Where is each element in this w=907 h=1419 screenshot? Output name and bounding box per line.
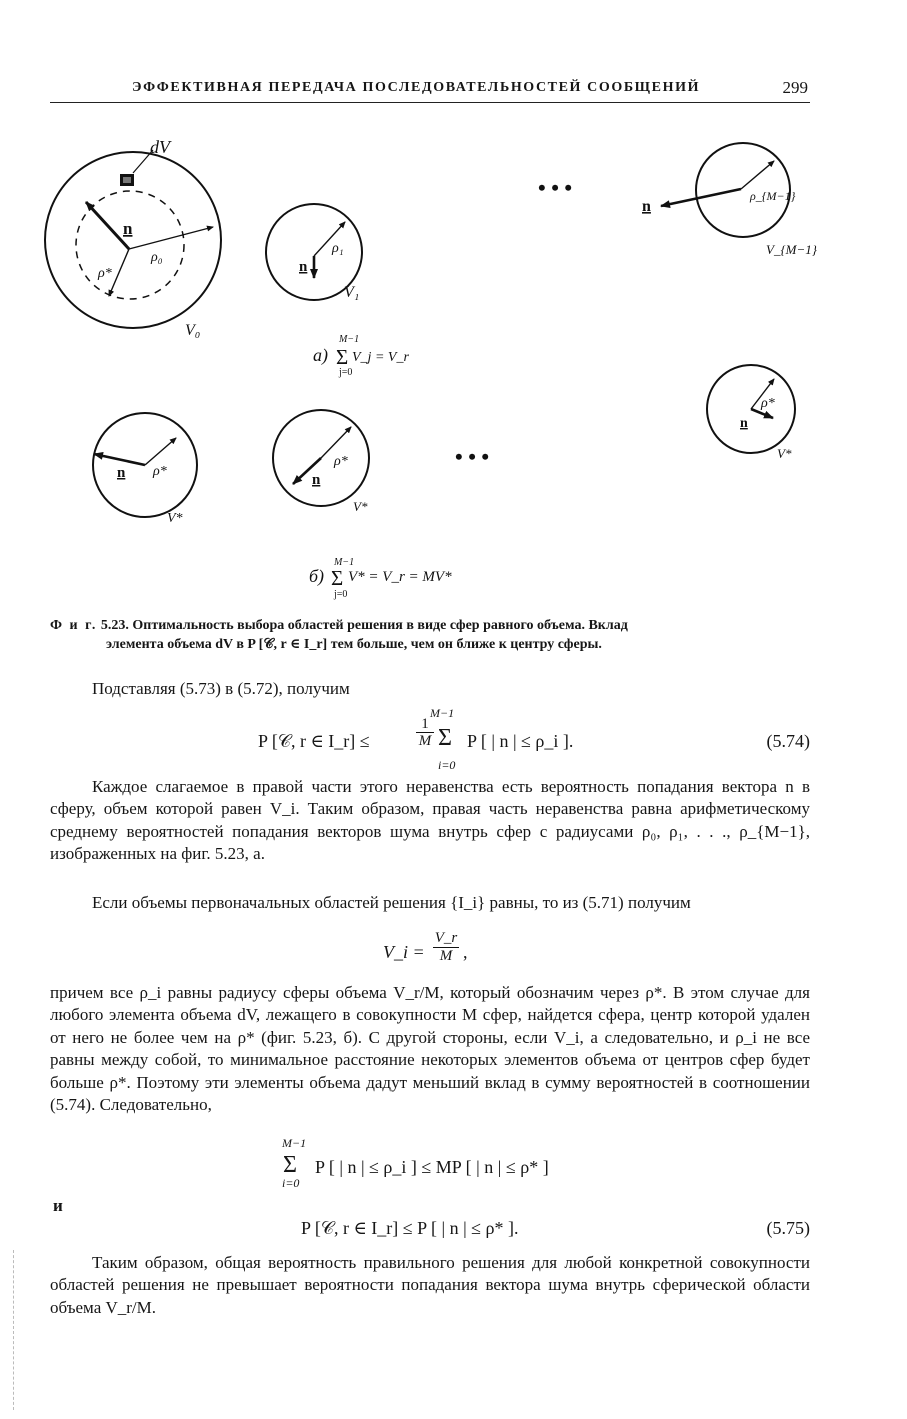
label-n: n bbox=[299, 259, 308, 275]
ellipsis-top: • • • bbox=[538, 175, 573, 200]
sphere-v-m-minus-1 bbox=[642, 143, 818, 257]
label-rho1: ρ₁ bbox=[332, 241, 344, 256]
svg-text:M−1: M−1 bbox=[334, 557, 355, 568]
label-v-star: V* bbox=[167, 511, 183, 526]
label-dv: dV bbox=[150, 137, 170, 157]
label-rho-star: ρ* bbox=[98, 266, 112, 281]
paragraph-3: Если объемы первоначальных областей решения {I_i} равны, то из (5.71) получим bbox=[92, 893, 691, 912]
svg-text:а): а) bbox=[313, 345, 328, 365]
label-n: n bbox=[312, 472, 321, 488]
svg-text:M−1: M−1 bbox=[339, 334, 360, 345]
label-n: n bbox=[642, 198, 651, 215]
label-v-star: V* bbox=[353, 499, 368, 514]
margin-mark bbox=[13, 1250, 14, 1410]
label-rho-star: ρ* bbox=[334, 454, 348, 469]
label-n: n bbox=[123, 219, 133, 238]
label-n: n bbox=[117, 465, 126, 481]
equation-number-5-74: (5.74) bbox=[766, 731, 810, 751]
svg-text:j=0: j=0 bbox=[334, 589, 348, 600]
svg-text:Σ: Σ bbox=[331, 566, 344, 590]
sphere-v1 bbox=[266, 204, 362, 301]
label-v-star: V* bbox=[777, 446, 792, 461]
label-n: n bbox=[740, 416, 748, 431]
svg-text:б): б) bbox=[309, 566, 325, 586]
caption-line-1: 5.23. Оптимальность выбора областей решения в виде сфер равного объема. Вклад bbox=[100, 618, 628, 633]
paragraph-5: Таким образом, общая вероятность правильного решения для любой конкретной совокупности областей решения не превышает вероятности попадания вектора шума внутрь сферической области объема V_r/M. bbox=[50, 1253, 810, 1317]
label-rho-m-1: ρ_{M−1} bbox=[750, 189, 796, 203]
paragraph-2: Каждое слагаемое в правой части этого неравенства есть вероятность попадания вектора n в сферу, объем которой равен V_i. Таким образом, правая часть неравенства равна арифметическому среднему вероятностей попадания векторов шума внутрь сфер с радиусами ρ₀, ρ₁, . . ., ρ_{M−1}, изображенных на фиг. 5.23, а. bbox=[50, 777, 810, 864]
formula-a bbox=[313, 334, 409, 378]
sphere-v-star-left bbox=[93, 413, 197, 526]
page-number: 299 bbox=[782, 78, 808, 97]
paragraph-1: Подставляя (5.73) в (5.72), получим bbox=[92, 679, 350, 698]
label-rho-star: ρ* bbox=[153, 464, 167, 479]
svg-text:V_j = V_r: V_j = V_r bbox=[352, 350, 409, 365]
caption-line-2: элемента объема dV в P [𝒞, r ∈ I_r] тем больше, чем он ближе к центру сферы. bbox=[106, 637, 602, 652]
sphere-v-star-middle bbox=[273, 410, 369, 514]
sphere-v0 bbox=[45, 137, 221, 339]
svg-text:V* = V_r = MV*: V* = V_r = MV* bbox=[348, 569, 452, 585]
label-v-m-1: V_{M−1} bbox=[766, 242, 817, 257]
label-v0: V₀ bbox=[185, 322, 201, 339]
page-header bbox=[50, 80, 810, 103]
equation-number-5-75: (5.75) bbox=[766, 1218, 810, 1238]
svg-text:Σ: Σ bbox=[336, 345, 349, 369]
label-v1: V₁ bbox=[344, 284, 360, 301]
paragraph-4: причем все ρ_i равны радиусу сферы объема V_r/M, который обозначим через ρ*. В этом случае для любого элемента объема dV, лежащего в совокупности M сфер, найдется сфера, центр которой удален от него не более чем на ρ* (фиг. 5.23, б). С другой стороны, если V_i, а следовательно, и ρ_i не все равны между собой, то минимальное расстояние некоторых элементов объема от центров сфер будет больше ρ*. Поэтому эти элементы объема дадут меньший вклад в сумму вероятностей в соотношении (5.74). Следовательно, bbox=[50, 983, 810, 1115]
figure-5-23 bbox=[0, 120, 907, 610]
label-rho0: ρ₀ bbox=[151, 250, 163, 265]
figure-caption bbox=[50, 616, 810, 654]
label-rho-star: ρ* bbox=[761, 396, 775, 411]
ellipsis-middle: • • • bbox=[455, 444, 490, 469]
sphere-v-star-right bbox=[707, 365, 795, 461]
conjunction-and: и bbox=[53, 1196, 63, 1215]
formula-b bbox=[309, 557, 452, 600]
caption-label: Ф и г. bbox=[50, 618, 98, 633]
running-title: ЭФФЕКТИВНАЯ ПЕРЕДАЧА ПОСЛЕДОВАТЕЛЬНОСТЕЙ СООБЩЕНИЙ bbox=[132, 80, 701, 95]
svg-text:j=0: j=0 bbox=[339, 367, 353, 378]
